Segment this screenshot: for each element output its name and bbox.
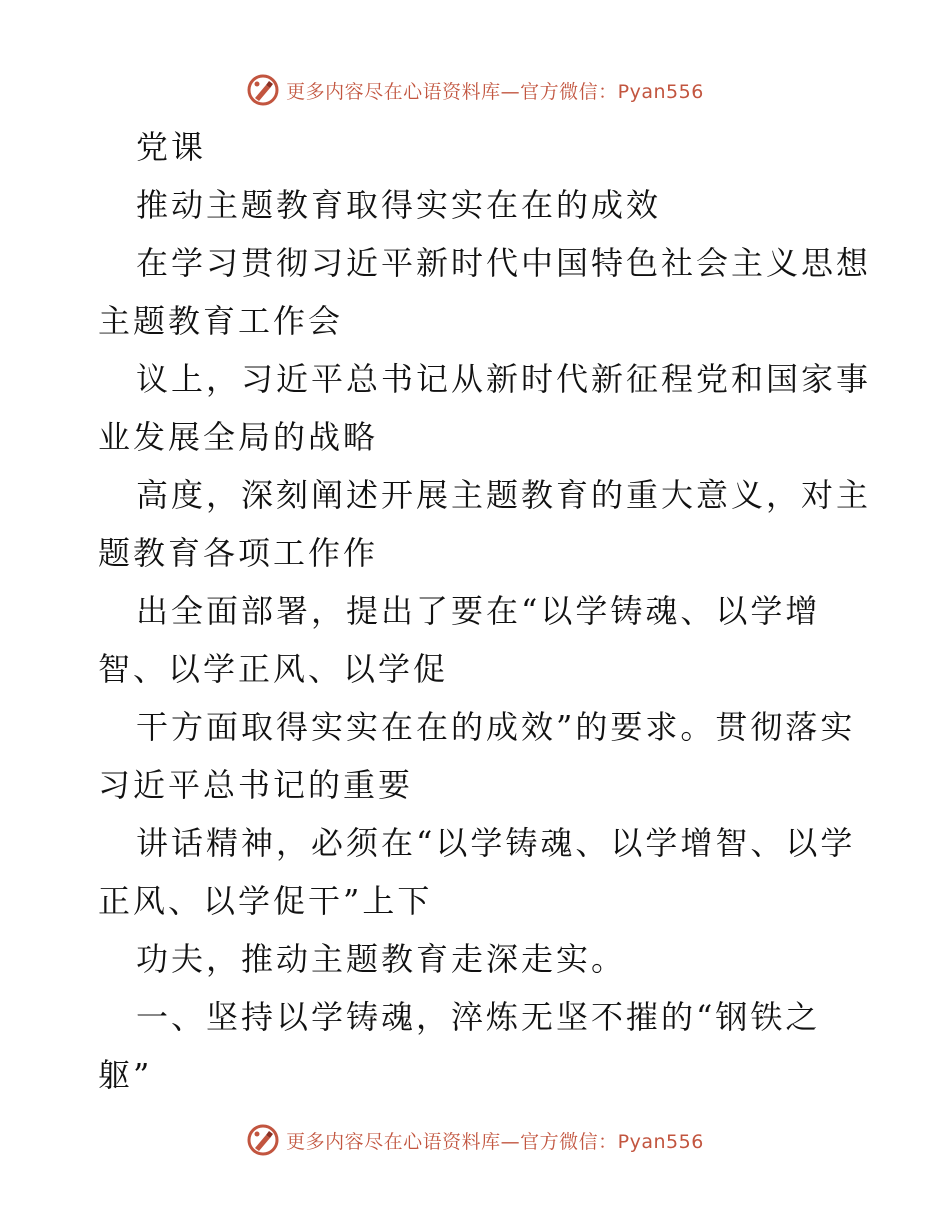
pen-logo-icon [246,1123,280,1157]
text-line: 正风、以学促干”上下 [98,882,433,920]
header-watermark [0,70,950,110]
watermark-text: 更多内容尽在心语资料库—官方微信：Pyan556 [286,80,704,103]
pen-logo-icon [246,73,280,107]
text-line: 在学习贯彻习近平新时代中国特色社会主义思想 [136,244,872,282]
text-line: 推动主题教育取得实实在在的成效 [136,186,662,224]
text-line: 干方面取得实实在在的成效”的要求。贯彻落实 [136,708,856,746]
text-line: 讲话精神，必须在“以学铸魂、以学增智、以学 [136,824,856,862]
text-line: 一、坚持以学铸魂，淬炼无坚不摧的“钢铁之 [136,998,821,1036]
text-line: 党课 [136,128,207,166]
watermark-text: 更多内容尽在心语资料库—官方微信：Pyan556 [286,1130,704,1153]
text-line: 主题教育工作会 [98,302,344,340]
footer-watermark [0,1120,950,1160]
text-line: 业发展全局的战略 [98,418,379,456]
text-line: 议上，习近平总书记从新时代新征程党和国家事 [136,360,872,398]
text-line: 躯” [98,1056,153,1094]
text-line: 智、以学正风、以学促 [98,650,449,688]
document-body [98,118,872,1104]
text-line: 习近平总书记的重要 [98,766,414,804]
text-line: 功夫，推动主题教育走深走实。 [136,940,627,978]
text-line: 出全面部署，提出了要在“以学铸魂、以学增 [136,592,821,630]
text-line: 高度，深刻阐述开展主题教育的重大意义，对主 [136,476,872,514]
text-line: 题教育各项工作作 [98,534,379,572]
